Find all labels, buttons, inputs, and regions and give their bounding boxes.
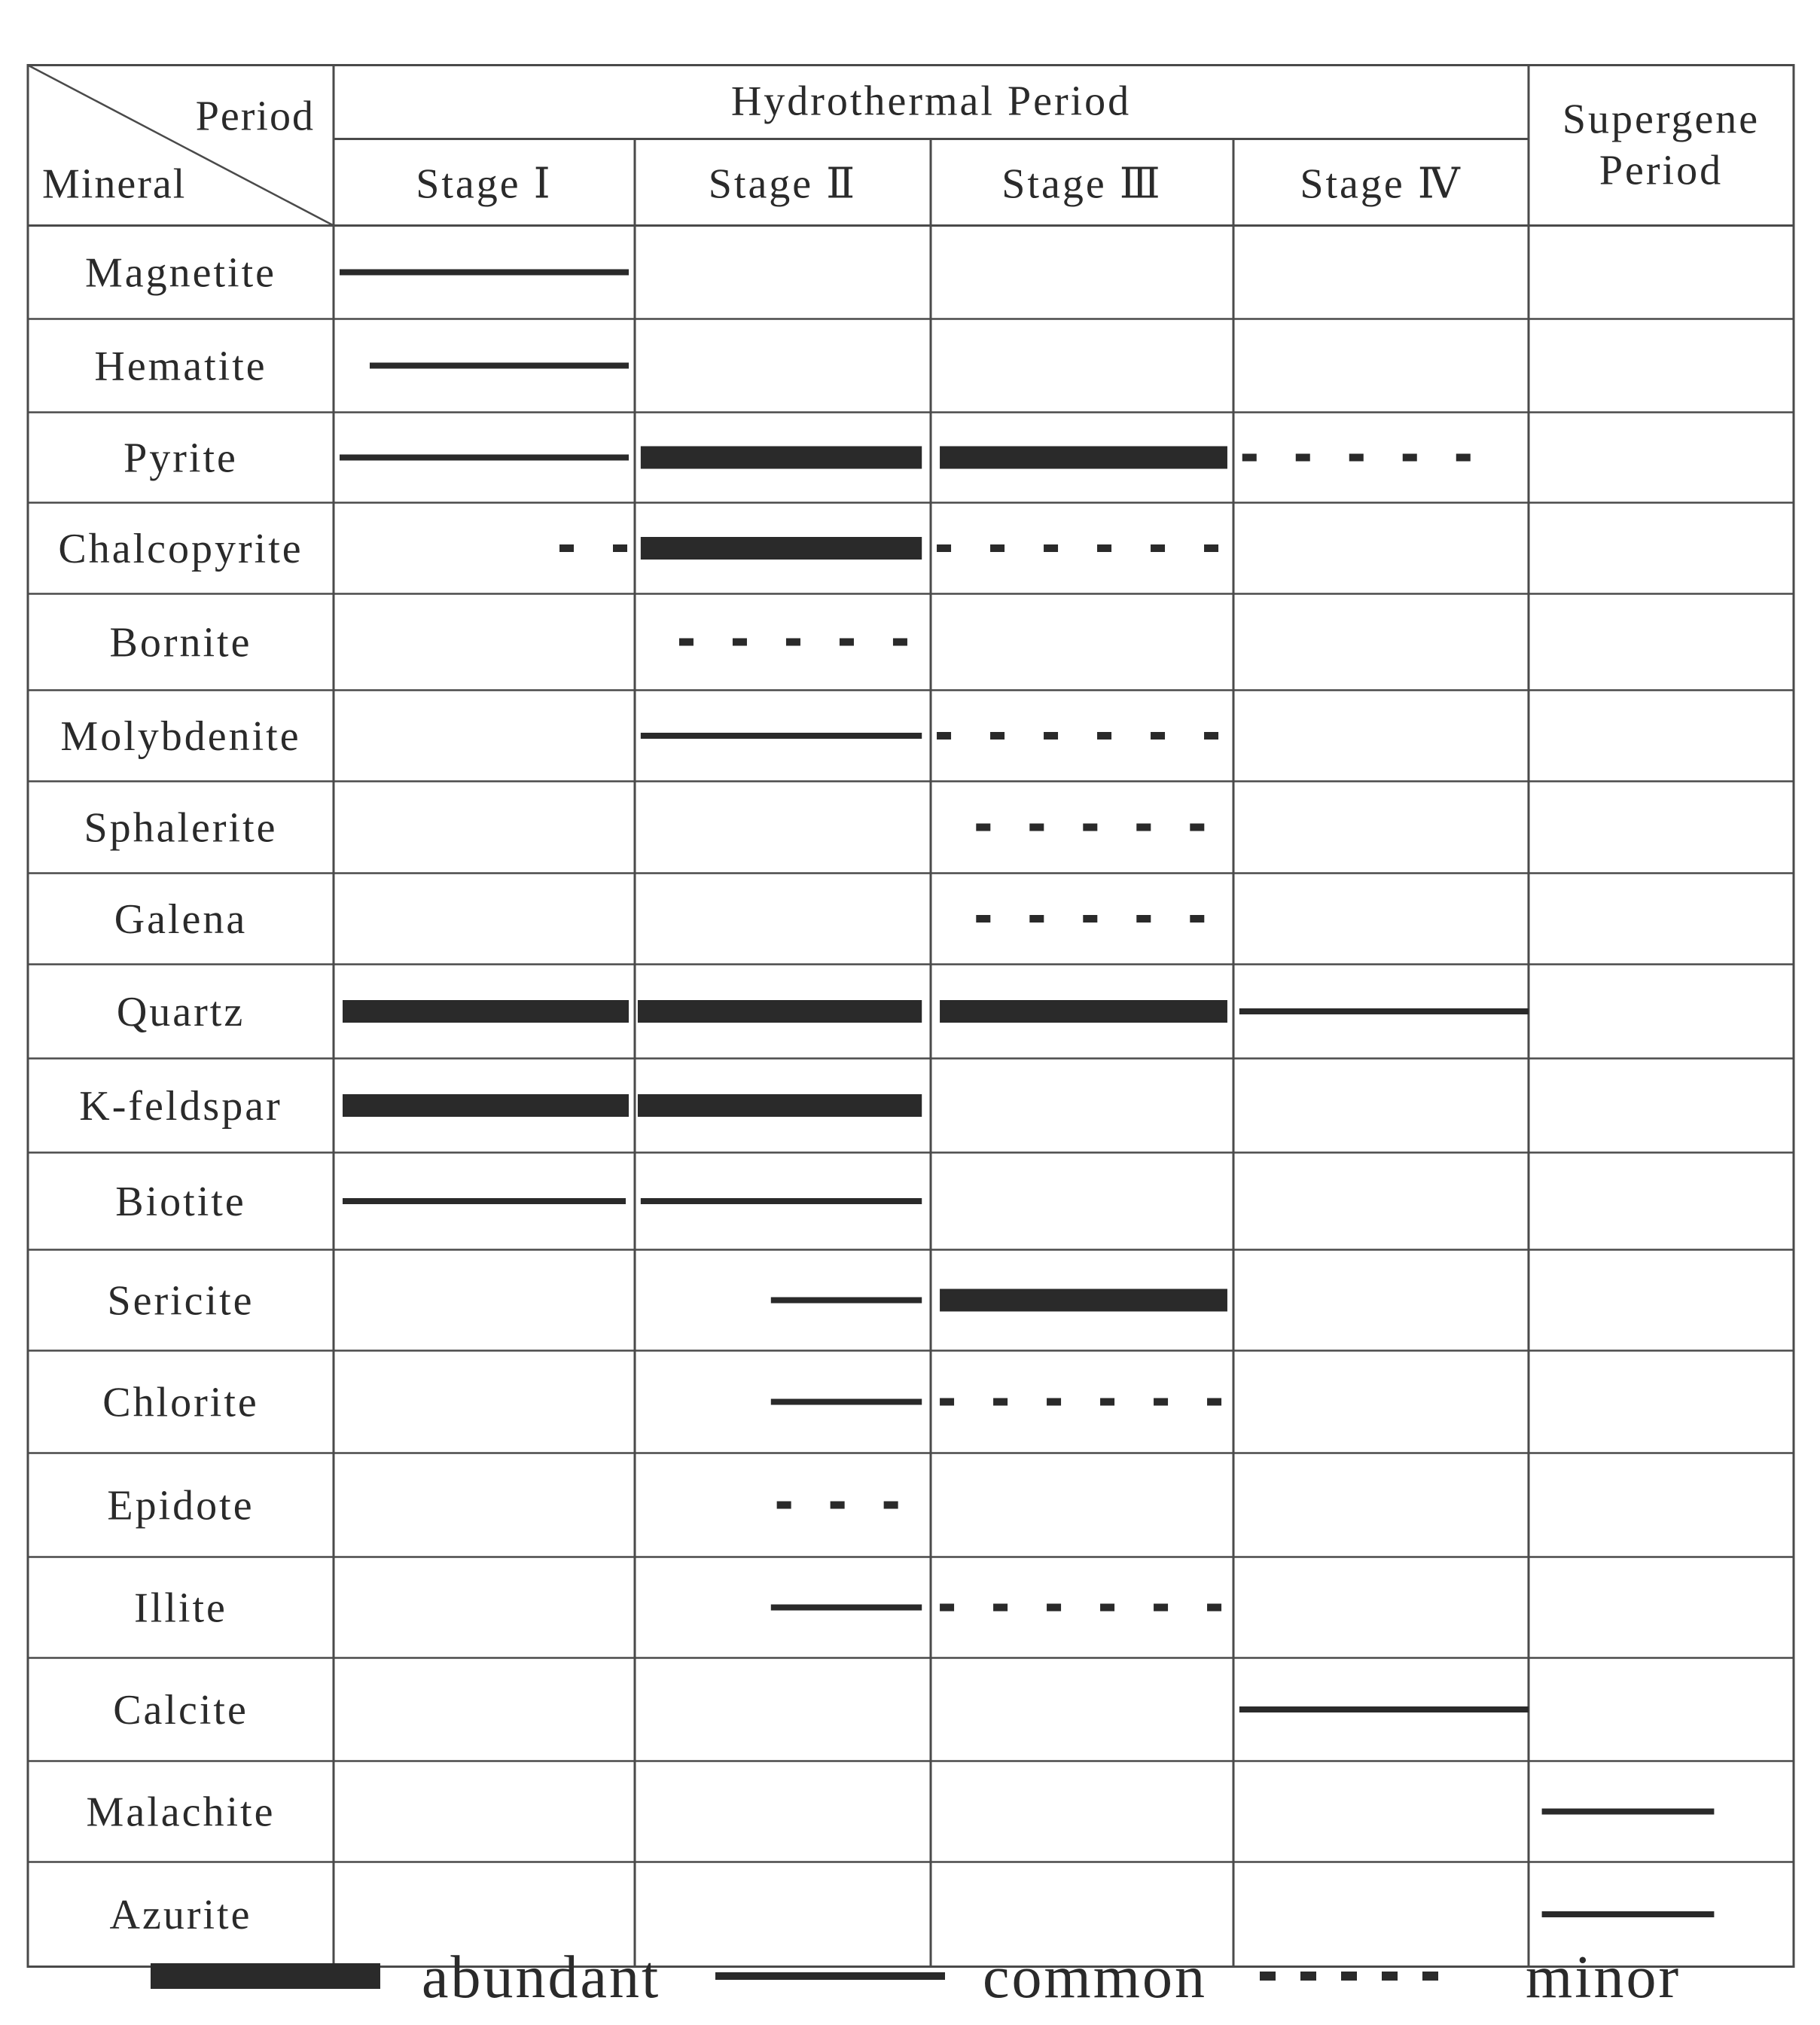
bar-chalcopyrite-abundant-1 xyxy=(641,537,922,560)
mineral-label-quartz: Quartz xyxy=(116,989,245,1035)
bar-pyrite-minor-3-dash xyxy=(1242,454,1257,462)
bar-sericite-abundant-1 xyxy=(940,1289,1227,1312)
mineral-label-sphalerite: Sphalerite xyxy=(84,804,278,852)
legend-label-minor: minor xyxy=(1526,1944,1681,2011)
bar-pyrite-abundant-2 xyxy=(940,447,1227,469)
bar-galena-minor-0-dash xyxy=(1136,915,1151,923)
bar-k-feldspar-abundant-1 xyxy=(638,1094,922,1117)
bar-sphalerite-minor-0-dash xyxy=(1190,824,1204,831)
corner-period-label: Period xyxy=(195,93,315,140)
bar-chlorite-minor-1-dash xyxy=(1047,1398,1061,1406)
bar-bornite-minor-0-dash xyxy=(786,639,800,646)
bar-chalcopyrite-minor-0-dash xyxy=(559,544,574,552)
legend-swatch-minor-dash xyxy=(1341,1972,1357,1981)
bar-sericite-common-0 xyxy=(771,1298,922,1304)
legend-label-abundant: abundant xyxy=(422,1944,661,2011)
corner-mineral-label: Mineral xyxy=(42,160,187,208)
bar-calcite-common-0 xyxy=(1239,1706,1529,1712)
bar-chlorite-minor-1-dash xyxy=(1154,1398,1168,1406)
bar-chlorite-minor-1-dash xyxy=(1100,1398,1114,1406)
bar-pyrite-minor-3-dash xyxy=(1456,454,1471,462)
mineral-label-epidote: Epidote xyxy=(107,1482,255,1529)
bar-pyrite-minor-3-dash xyxy=(1296,454,1310,462)
bar-bornite-minor-0-dash xyxy=(733,639,747,646)
bar-molybdenite-minor-1-dash xyxy=(1204,732,1218,740)
bar-quartz-abundant-1 xyxy=(638,1000,922,1023)
bar-galena-minor-0-dash xyxy=(1083,915,1097,923)
bar-molybdenite-common-0 xyxy=(641,733,922,739)
bar-chalcopyrite-minor-2-dash xyxy=(1151,544,1165,552)
mineral-label-chlorite: Chlorite xyxy=(102,1379,259,1426)
mineral-label-hematite: Hematite xyxy=(94,343,267,390)
bar-illite-minor-1-dash xyxy=(1154,1604,1168,1612)
mineral-label-pyrite: Pyrite xyxy=(123,435,238,482)
bar-quartz-abundant-2 xyxy=(940,1000,1227,1023)
bar-pyrite-minor-3-dash xyxy=(1403,454,1417,462)
bar-chlorite-minor-1-dash xyxy=(1207,1398,1221,1406)
bar-quartz-common-3 xyxy=(1239,1008,1529,1014)
bar-biotite-common-0 xyxy=(343,1198,626,1204)
legend-swatch-minor-dash xyxy=(1260,1972,1276,1981)
bar-sphalerite-minor-0-dash xyxy=(1029,824,1044,831)
mineral-label-malachite: Malachite xyxy=(86,1789,276,1836)
supergene-period-header-line2: Period xyxy=(1599,147,1724,194)
bar-molybdenite-minor-1-dash xyxy=(1151,732,1165,740)
bar-molybdenite-minor-1-dash xyxy=(990,732,1005,740)
mineral-label-galena: Galena xyxy=(114,896,248,943)
mineral-label-sericite: Sericite xyxy=(107,1277,255,1325)
bar-chlorite-minor-1-dash xyxy=(993,1398,1008,1406)
mineral-label-illite: Illite xyxy=(134,1584,227,1632)
mineral-label-biotite: Biotite xyxy=(115,1179,246,1225)
bar-molybdenite-minor-1-dash xyxy=(937,732,951,740)
legend-swatch-minor-dash xyxy=(1422,1972,1438,1981)
bar-k-feldspar-abundant-0 xyxy=(343,1094,629,1117)
bar-epidote-minor-0-dash xyxy=(777,1502,791,1509)
mineral-label-calcite: Calcite xyxy=(113,1687,248,1734)
bar-illite-minor-1-dash xyxy=(1100,1604,1114,1612)
bar-illite-common-0 xyxy=(771,1605,922,1611)
bar-galena-minor-0-dash xyxy=(976,915,990,923)
bar-sphalerite-minor-0-dash xyxy=(976,824,990,831)
bar-chalcopyrite-minor-2-dash xyxy=(937,544,951,552)
bar-chalcopyrite-minor-2-dash xyxy=(990,544,1005,552)
bar-pyrite-minor-3-dash xyxy=(1349,454,1364,462)
bar-chalcopyrite-minor-2-dash xyxy=(1044,544,1058,552)
legend-swatch-minor-dash xyxy=(1382,1972,1398,1981)
bar-pyrite-abundant-1 xyxy=(641,447,922,469)
bar-quartz-abundant-0 xyxy=(343,1000,629,1023)
bar-illite-minor-1-dash xyxy=(1207,1604,1221,1612)
bar-chlorite-minor-1-dash xyxy=(940,1398,954,1406)
mineral-label-bornite: Bornite xyxy=(109,619,252,666)
supergene-period-header-line1: Supergene xyxy=(1562,96,1761,143)
mineral-label-magnetite: Magnetite xyxy=(84,249,277,297)
legend-label-common: common xyxy=(983,1944,1207,2011)
bar-chalcopyrite-minor-0-dash xyxy=(613,544,627,552)
bar-epidote-minor-0-dash xyxy=(831,1502,845,1509)
bar-chalcopyrite-minor-2-dash xyxy=(1097,544,1111,552)
stage-header-1: Stage Ⅰ xyxy=(416,160,553,208)
legend-swatch-common xyxy=(715,1972,945,1980)
mineral-label-chalcopyrite: Chalcopyrite xyxy=(58,526,303,572)
bar-galena-minor-0-dash xyxy=(1190,915,1204,923)
mineral-label-molybdenite: Molybdenite xyxy=(60,713,301,760)
bar-galena-minor-0-dash xyxy=(1029,915,1044,923)
bar-bornite-minor-0-dash xyxy=(840,639,854,646)
stage-header-2: Stage Ⅱ xyxy=(708,160,858,208)
hydrothermal-period-header: Hydrothermal Period xyxy=(730,78,1132,125)
stage-header-3: Stage Ⅲ xyxy=(1001,160,1163,208)
bar-biotite-common-1 xyxy=(641,1198,922,1204)
bar-sphalerite-minor-0-dash xyxy=(1136,824,1151,831)
legend-swatch-abundant xyxy=(151,1963,380,1989)
bar-chlorite-common-0 xyxy=(771,1399,922,1405)
legend-swatch-minor-dash xyxy=(1300,1972,1316,1981)
bar-molybdenite-minor-1-dash xyxy=(1044,732,1058,740)
bar-bornite-minor-0-dash xyxy=(893,639,907,646)
bar-epidote-minor-0-dash xyxy=(884,1502,898,1509)
stage-header-4: Stage Ⅳ xyxy=(1300,160,1462,208)
bar-illite-minor-1-dash xyxy=(1047,1604,1061,1612)
bar-bornite-minor-0-dash xyxy=(679,639,694,646)
bar-pyrite-common-0 xyxy=(340,455,629,461)
bar-azurite-common-0 xyxy=(1542,1911,1715,1917)
bar-chalcopyrite-minor-2-dash xyxy=(1204,544,1218,552)
bar-illite-minor-1-dash xyxy=(993,1604,1008,1612)
bar-illite-minor-1-dash xyxy=(940,1604,954,1612)
bar-malachite-common-0 xyxy=(1542,1809,1715,1815)
mineral-label-k-feldspar: K-feldspar xyxy=(79,1083,282,1130)
bar-sphalerite-minor-0-dash xyxy=(1083,824,1097,831)
legend xyxy=(0,1928,1820,2025)
bar-hematite-common-0 xyxy=(370,363,629,369)
bar-molybdenite-minor-1-dash xyxy=(1097,732,1111,740)
bar-magnetite-common-0 xyxy=(340,270,629,276)
mineral-label-azurite: Azurite xyxy=(109,1892,252,1938)
